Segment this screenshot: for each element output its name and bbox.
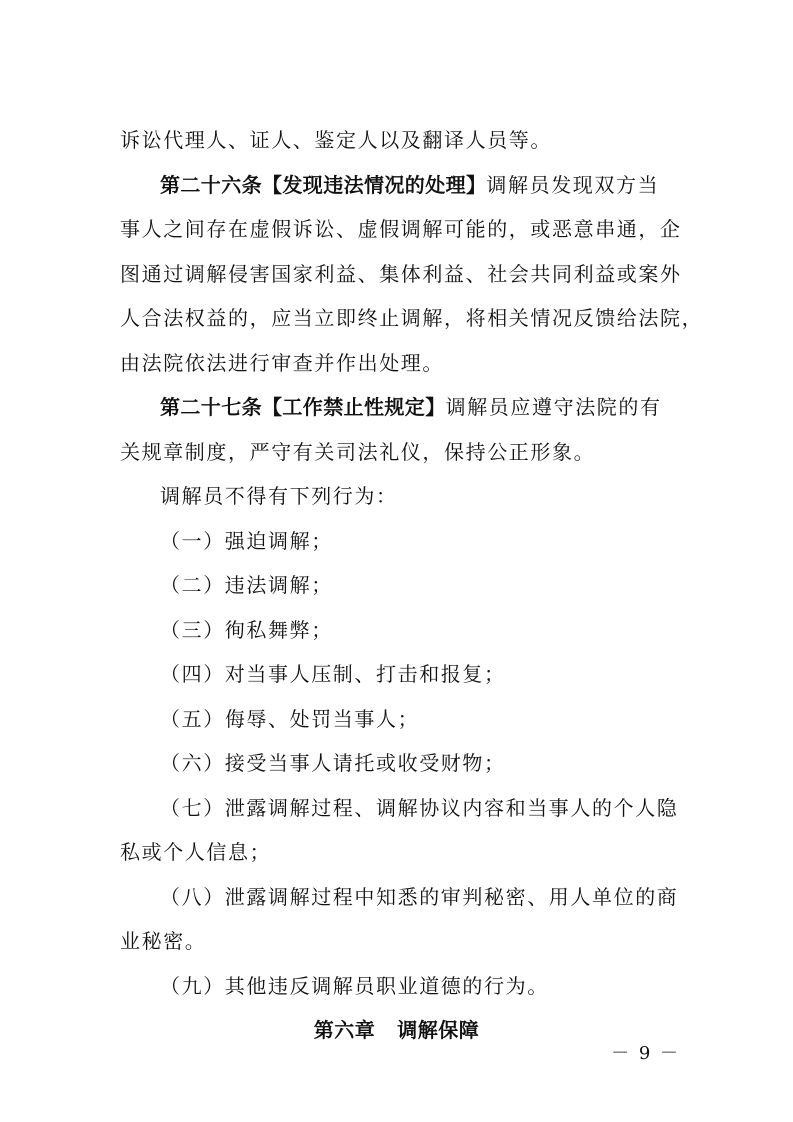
article-27-heading: 第二十七条【工作禁止性规定】 (160, 395, 446, 419)
text-line: 图通过调解侵害国家利益、集体利益、社会共同利益或案外 (120, 262, 682, 286)
list-item: （八）泄露调解过程中知悉的审判秘密、用人单位的商 (160, 885, 679, 909)
text-line: 由法院依法进行审查并作出处理。 (120, 351, 444, 375)
list-item: （六）接受当事人请托或收受财物； (160, 751, 506, 775)
list-item-continuation: 私或个人信息； (120, 840, 272, 864)
article-27-text: 调解员应遵守法院的有 (445, 395, 662, 419)
article-26-line (160, 173, 720, 197)
text-line: 调解员不得有下列行为： (160, 484, 398, 508)
text-line: 人合法权益的，应当立即终止调解，将相关情况反馈给法院， (120, 306, 704, 330)
article-26-heading: 第二十六条【发现违法情况的处理】 (160, 173, 487, 197)
text-line: 事人之间存在虚假诉讼、虚假调解可能的，或恶意串通，企 (120, 217, 682, 241)
list-item: （二）违法调解； (160, 573, 333, 597)
article-26-text: 调解员发现双方当 (486, 173, 660, 197)
list-item: （七）泄露调解过程、调解协议内容和当事人的个人隐 (160, 796, 679, 820)
chapter-title: 调解保障 (397, 1018, 480, 1042)
text-line: 关规章制度，严守有关司法礼仪，保持公正形象。 (120, 440, 596, 464)
list-item: （三）徇私舞弊； (160, 618, 333, 642)
chapter-number: 第六章 (313, 1018, 376, 1042)
article-27-line (160, 395, 720, 419)
chapter-heading (0, 1018, 793, 1042)
page-number: － 9 － (611, 1043, 680, 1064)
list-item: （四）对当事人压制、打击和报复； (160, 662, 506, 686)
text-line: 诉讼代理人、证人、鉴定人以及翻译人员等。 (120, 128, 552, 152)
list-item: （一）强迫调解； (160, 529, 333, 553)
list-item: （五）侮辱、处罚当事人； (160, 707, 420, 731)
list-item-continuation: 业秘密。 (120, 929, 207, 953)
list-item: （九）其他违反调解员职业道德的行为。 (160, 974, 549, 998)
